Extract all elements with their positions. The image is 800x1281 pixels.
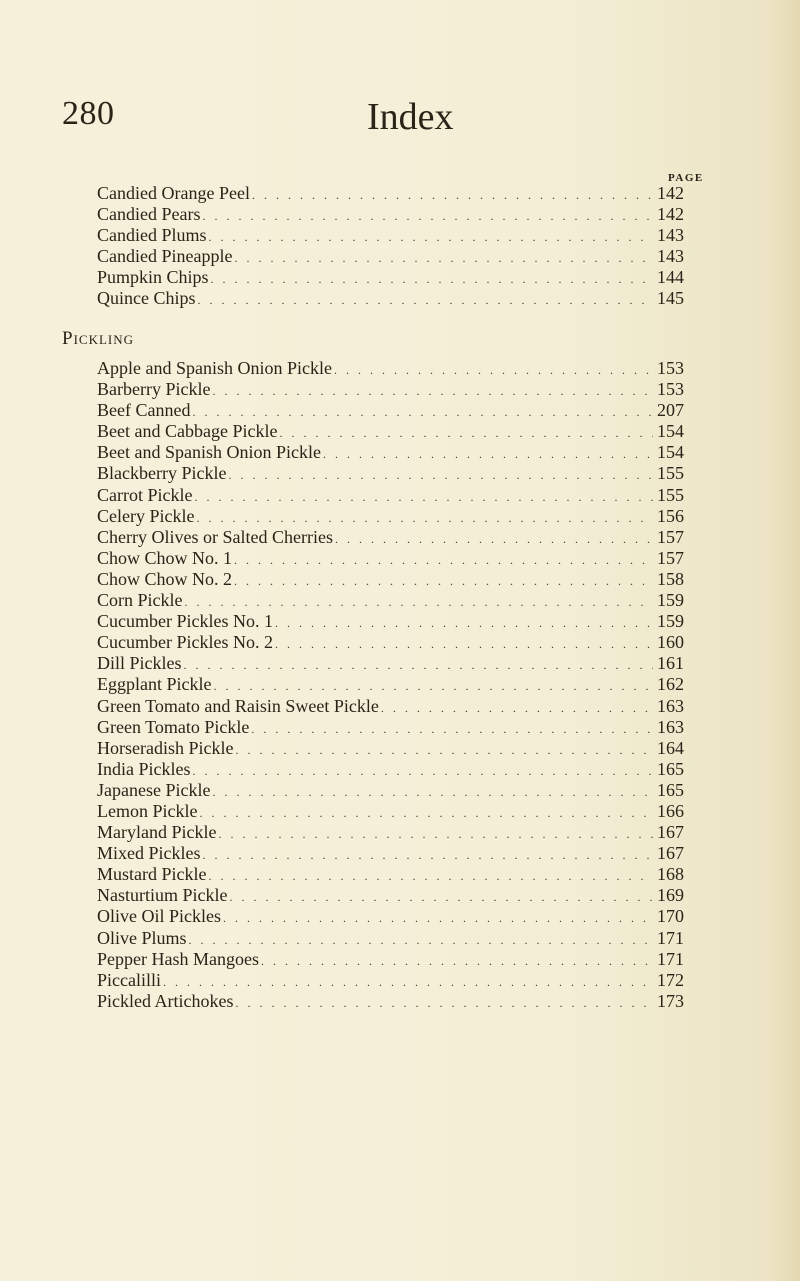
dot-leader: [203, 845, 654, 866]
section-heading: Pickling: [62, 328, 135, 349]
index-entry: [97, 506, 684, 527]
entry-name: Horseradish Pickle: [97, 737, 234, 758]
index-entry: [97, 246, 684, 267]
index-entry: [97, 738, 684, 759]
dot-leader: [235, 740, 653, 761]
entry-page-number: 144: [657, 267, 684, 288]
entry-page-number: 167: [657, 822, 684, 843]
index-entry: [97, 421, 684, 442]
page-column-label: PAGE: [668, 172, 704, 184]
entry-page-number: 161: [657, 653, 684, 674]
entry-page-number: 143: [657, 225, 684, 246]
entry-name: Cherry Olives or Salted Cherries: [97, 526, 333, 547]
index-entry: [97, 991, 684, 1012]
index-entry: [97, 183, 684, 204]
entry-page-number: 142: [657, 204, 684, 225]
entry-name: Blackberry Pickle: [97, 463, 227, 484]
index-entry: [97, 548, 684, 569]
index-entry: [97, 267, 684, 288]
index-entry: [97, 569, 684, 590]
entry-page-number: 171: [657, 927, 684, 948]
entry-page-number: 159: [657, 590, 684, 611]
entry-page-number: 170: [657, 906, 684, 927]
dot-leader: [275, 634, 653, 655]
entry-name: Olive Plums: [97, 927, 187, 948]
entry-name: Candied Pineapple: [97, 246, 233, 267]
entry-name: India Pickles: [97, 758, 191, 779]
entry-page-number: 158: [657, 568, 684, 589]
index-entry: [97, 204, 684, 225]
entry-page-number: 145: [657, 288, 684, 309]
entry-page-number: 153: [657, 379, 684, 400]
dot-leader: [335, 529, 653, 550]
index-entry: [97, 843, 684, 864]
entry-name: Mustard Pickle: [97, 864, 207, 885]
entry-name: Candied Orange Peel: [97, 183, 250, 203]
dot-leader: [192, 761, 653, 782]
entry-name: Carrot Pickle: [97, 484, 193, 505]
index-entry: [97, 358, 684, 379]
index-entry: [97, 288, 684, 309]
entry-name: Mixed Pickles: [97, 843, 201, 864]
dot-leader: [228, 465, 653, 486]
index-entry: [97, 780, 684, 801]
dot-leader: [234, 550, 653, 571]
entry-name: Pickled Artichokes: [97, 990, 234, 1011]
dot-leader: [279, 423, 653, 444]
index-entry: [97, 225, 684, 246]
entry-page-number: 162: [657, 674, 684, 695]
dot-leader: [381, 698, 653, 719]
page-title: Index: [367, 96, 454, 138]
entry-name: Green Tomato Pickle: [97, 716, 250, 737]
dot-leader: [198, 290, 654, 311]
dot-leader: [323, 444, 653, 465]
entry-page-number: 165: [657, 758, 684, 779]
dot-leader: [209, 866, 654, 887]
dot-leader: [235, 993, 653, 1014]
entry-name: Celery Pickle: [97, 505, 195, 526]
entry-page-number: 163: [657, 695, 684, 716]
index-entry: [97, 801, 684, 822]
entry-page-number: 207: [657, 400, 684, 421]
index-entry: [97, 485, 684, 506]
entry-page-number: 163: [657, 716, 684, 737]
dot-leader: [275, 613, 653, 634]
index-entry: [97, 970, 684, 991]
entry-name: Japanese Pickle: [97, 779, 211, 800]
index-entry: [97, 885, 684, 906]
dot-leader: [334, 360, 653, 381]
dot-leader: [261, 951, 653, 972]
entry-name: Quince Chips: [97, 288, 196, 309]
entry-page-number: 157: [657, 547, 684, 568]
dot-leader: [251, 719, 653, 740]
dot-leader: [185, 592, 654, 613]
dot-leader: [196, 508, 653, 529]
dot-leader: [234, 571, 653, 592]
dot-leader: [209, 227, 653, 248]
dot-leader: [202, 206, 653, 227]
index-list-pickling: [97, 358, 684, 1012]
dot-leader: [189, 930, 653, 951]
entry-name: Olive Oil Pickles: [97, 906, 221, 927]
entry-name: Cucumber Pickles No. 1: [97, 611, 273, 632]
entry-page-number: 155: [657, 484, 684, 505]
index-entry: [97, 611, 684, 632]
index-list-candied: [97, 183, 684, 310]
entry-name: Lemon Pickle: [97, 800, 198, 821]
entry-page-number: 143: [657, 246, 684, 267]
entry-name: Candied Pears: [97, 204, 201, 225]
index-entry: [97, 717, 684, 738]
index-entry: [97, 864, 684, 885]
dot-leader: [184, 655, 654, 676]
index-entry: [97, 928, 684, 949]
dot-leader: [194, 487, 653, 508]
entry-name: Dill Pickles: [97, 653, 182, 674]
dot-leader: [212, 381, 653, 402]
entry-name: Apple and Spanish Onion Pickle: [97, 358, 332, 378]
entry-page-number: 142: [657, 183, 684, 203]
entry-page-number: 154: [657, 442, 684, 463]
entry-page-number: 169: [657, 885, 684, 906]
entry-name: Candied Plums: [97, 225, 207, 246]
entry-page-number: 157: [657, 526, 684, 547]
dot-leader: [163, 972, 653, 993]
entry-name: Piccalilli: [97, 969, 161, 990]
index-entry: [97, 674, 684, 695]
entry-page-number: 156: [657, 505, 684, 526]
entry-page-number: 172: [657, 969, 684, 990]
index-entry: [97, 442, 684, 463]
dot-leader: [192, 402, 653, 423]
dot-leader: [218, 824, 653, 845]
entry-name: Cucumber Pickles No. 2: [97, 632, 273, 653]
entry-page-number: 171: [657, 948, 684, 969]
dot-leader: [213, 676, 653, 697]
index-entry: [97, 379, 684, 400]
entry-page-number: 164: [657, 737, 684, 758]
entry-page-number: 168: [657, 864, 684, 885]
index-entry: [97, 590, 684, 611]
dot-leader: [211, 269, 653, 290]
index-entry: [97, 400, 684, 421]
page-number: 280: [62, 95, 115, 132]
index-entry: [97, 822, 684, 843]
index-entry: [97, 949, 684, 970]
entry-name: Pepper Hash Mangoes: [97, 948, 259, 969]
index-entry: [97, 653, 684, 674]
dot-leader: [229, 887, 653, 908]
entry-name: Chow Chow No. 1: [97, 547, 233, 568]
page-header: [62, 95, 742, 155]
index-entry: [97, 906, 684, 927]
index-entry: [97, 759, 684, 780]
entry-page-number: 173: [657, 990, 684, 1011]
dot-leader: [199, 803, 653, 824]
entry-name: Nasturtium Pickle: [97, 885, 228, 906]
entry-page-number: 160: [657, 632, 684, 653]
entry-page-number: 166: [657, 800, 684, 821]
entry-name: Chow Chow No. 2: [97, 568, 233, 589]
entry-name: Eggplant Pickle: [97, 674, 212, 695]
entry-name: Green Tomato and Raisin Sweet Pickle: [97, 695, 379, 716]
index-entry: [97, 632, 684, 653]
entry-name: Beet and Spanish Onion Pickle: [97, 442, 321, 463]
index-entry: [97, 463, 684, 484]
entry-page-number: 155: [657, 463, 684, 484]
entry-name: Beet and Cabbage Pickle: [97, 421, 278, 442]
dot-leader: [234, 248, 653, 269]
entry-name: Corn Pickle: [97, 590, 183, 611]
entry-page-number: 165: [657, 779, 684, 800]
entry-page-number: 167: [657, 843, 684, 864]
index-entry: [97, 527, 684, 548]
entry-page-number: 153: [657, 358, 684, 378]
index-entry: [97, 696, 684, 717]
entry-name: Maryland Pickle: [97, 822, 217, 843]
entry-name: Beef Canned: [97, 400, 191, 421]
entry-page-number: 154: [657, 421, 684, 442]
dot-leader: [223, 908, 653, 929]
dot-leader: [212, 782, 653, 803]
entry-page-number: 159: [657, 611, 684, 632]
entry-name: Barberry Pickle: [97, 379, 211, 400]
dot-leader: [252, 185, 653, 206]
entry-name: Pumpkin Chips: [97, 267, 209, 288]
